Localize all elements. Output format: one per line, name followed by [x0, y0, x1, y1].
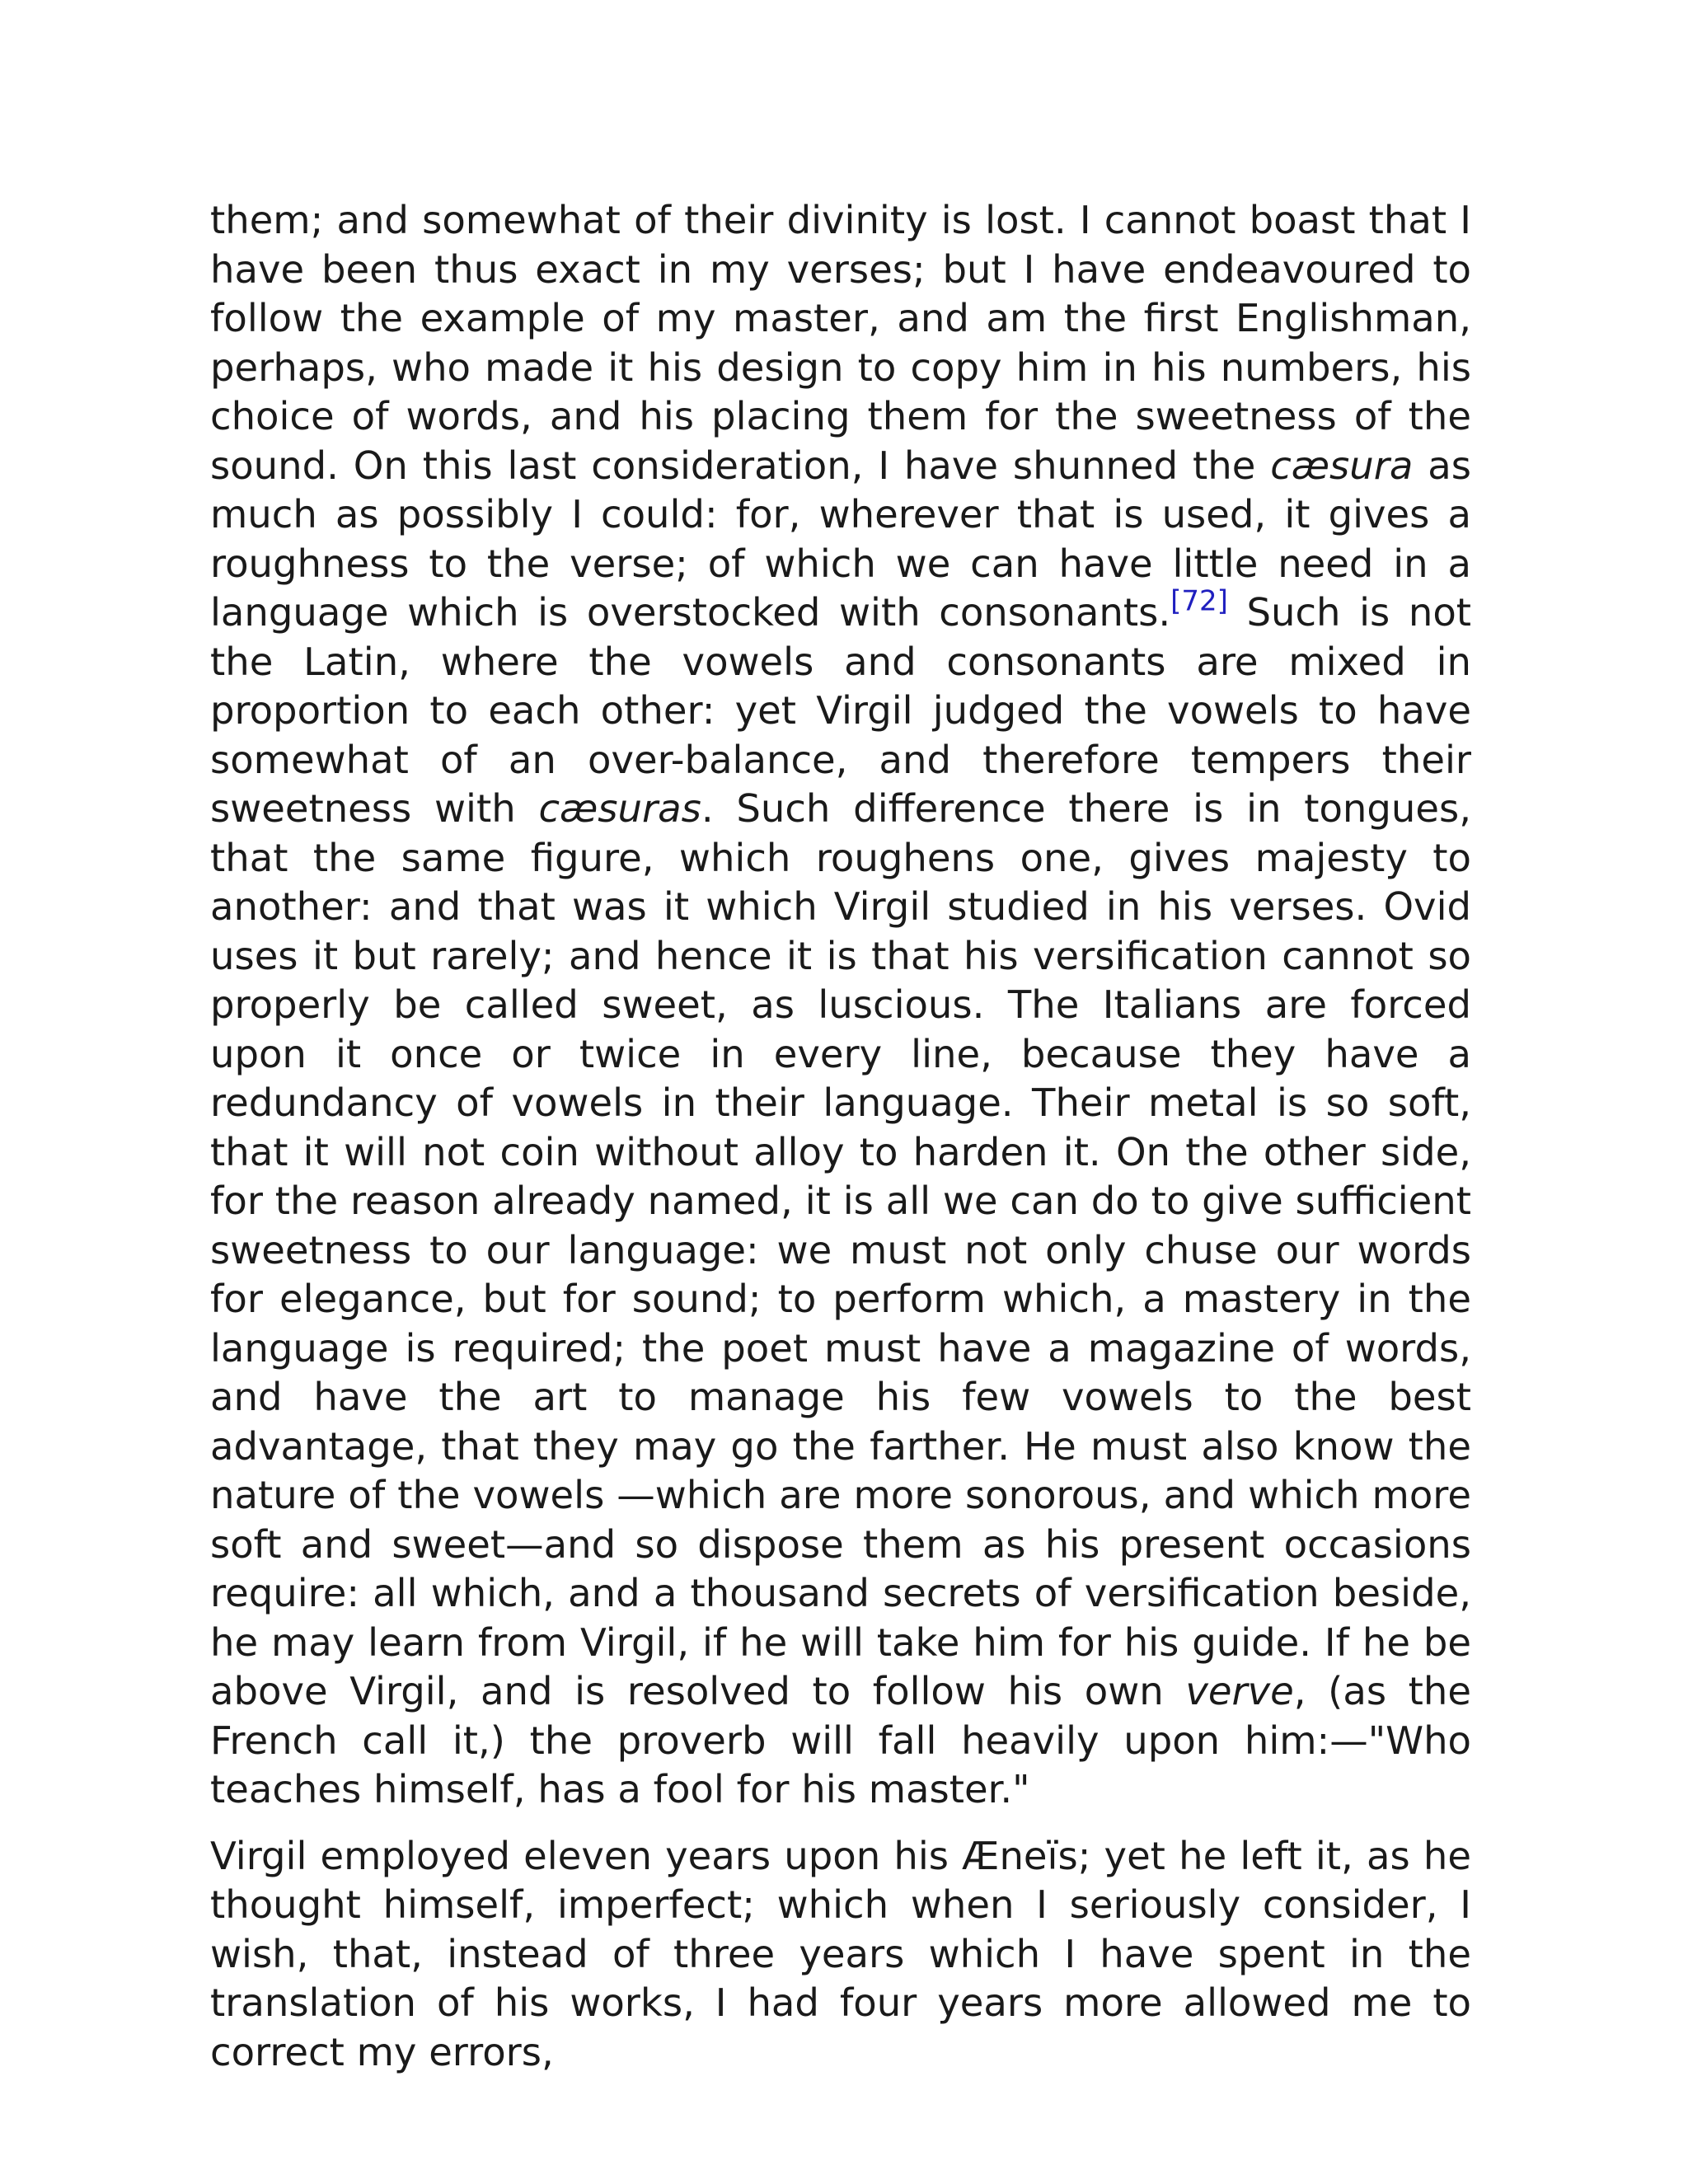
text-run: , (as the French call it,) the proverb will fall heavily upon him:—"Who teaches himself, has a fool for his master." [210, 1669, 1471, 1811]
italic-term-caesura: cæsura [1270, 443, 1414, 488]
text-run: as much as possibly I could: for, wherever that is used, it gives a roughness to the verse; of which we can have little need in a language which is overstocked with consonants. [210, 443, 1471, 635]
footnote-link-72[interactable]: [72] [1170, 584, 1228, 618]
paragraph-2: Virgil employed eleven years upon his Æneïs; yet he left it, as he thought himself, imperfect; which when I seriously consider, I wish, that, instead of three years which I have spent in the translation of his works, I had four years more allowed me to correct my errors, [210, 1833, 1471, 2074]
text-run: . Such difference there is in tongues, that the same figure, which roughens one, gives majesty to another: and that was it which Virgil studied in his verses. Ovid uses it but rarely; and hence it is that his versification cannot so properly be called sweet, as luscious. The Italians are forced upon it once or twice in every line, because they have a redundancy of vowels in their language. Their metal is so soft, that it will not coin without alloy to harden it. On the other side, for the reason already named, it is all we can do to give sufficient sweetness to our language: we must not only chuse our words for elegance, but for sound; to perform which, a mastery in the language is required; the poet must have a magazine of words, and have the art to manage his few vowels to the best advantage, that they may go the farther. He must also know the nature of the vowels —which are more sonorous, and which more soft and sweet—and so dispose them as his present occasions require: all which, and a thousand secrets of versification beside, he may learn from Virgil, if he will take him for his guide. If he be above Virgil, and is resolved to follow his own [210, 786, 1471, 1713]
italic-term-caesuras: cæsuras [538, 786, 701, 831]
italic-term-verve: verve [1185, 1669, 1294, 1713]
page-body [210, 196, 1471, 2077]
text-run: Such is not the Latin, where the vowels and consonants are mixed in proportion to each other: yet Virgil judged the vowels to have somewhat of an over-balance, and therefore tempers their sweetness with [210, 590, 1471, 831]
paragraph-1 [210, 196, 1471, 1815]
text-run: them; and somewhat of their divinity is lost. I cannot boast that I have been thus exact in my verses; but I have endeavoured to follow the example of my master, and am the first Englishman, perhaps, who made it his design to copy him in his numbers, his choice of words, and his placing them for the sweetness of the sound. On this last consideration, I have shunned the [210, 198, 1471, 488]
